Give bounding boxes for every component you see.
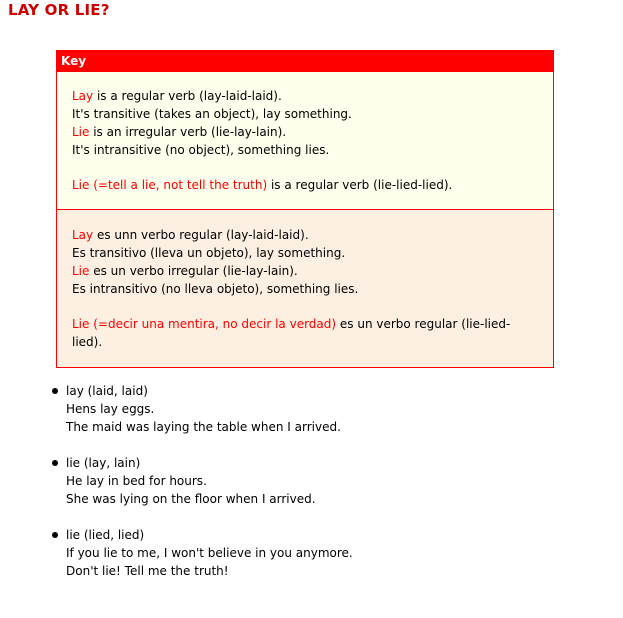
key-en-line-5-text: is a regular verb (lie-lied-lied).: [267, 178, 453, 192]
bullet-icon: [52, 460, 58, 466]
key-header: Key: [57, 51, 553, 71]
example-sentence: He lay in bed for hours.: [66, 474, 207, 488]
examples-list: [50, 382, 570, 598]
example-heading: lay (laid, laid): [66, 384, 148, 398]
term-lie-tell: Lie (=tell a lie, not tell the truth): [72, 178, 268, 192]
list-item: [50, 454, 570, 508]
key-es-line-5: [72, 315, 539, 351]
term-lay-es: Lay: [72, 228, 94, 242]
example-heading: lie (lied, lied): [66, 528, 145, 542]
bullet-icon: [52, 532, 58, 538]
key-en-line-5: [72, 176, 539, 194]
key-es-line-2: Es transitivo (lleva un objeto), lay something.: [72, 246, 346, 260]
bullet-icon: [52, 388, 58, 394]
term-lay: Lay: [72, 89, 94, 103]
list-item: [50, 526, 570, 580]
term-lie: Lie: [72, 125, 90, 139]
list-item: [50, 382, 570, 436]
key-en-line-1: [72, 87, 539, 105]
term-lie-decir: Lie (=decir una mentira, no decir la verdad): [72, 317, 337, 331]
example-heading: lie (lay, lain): [66, 456, 141, 470]
key-es-line-5-text: es un verbo regular (lie-lied-lied).: [72, 317, 511, 349]
key-es-line-3-text: es un verbo irregular (lie-lay-lain).: [89, 264, 298, 278]
example-sentence: Don't lie! Tell me the truth!: [66, 564, 229, 578]
example-sentence: Hens lay eggs.: [66, 402, 155, 416]
key-es-line-1-text: es unn verbo regular (lay-laid-laid).: [93, 228, 309, 242]
key-en-line-4: It's intransitive (no object), something lies.: [72, 143, 330, 157]
example-sentence: If you lie to me, I won't believe in you anymore.: [66, 546, 353, 560]
key-en-line-3: [72, 123, 539, 141]
key-spanish-section: [57, 209, 553, 367]
key-es-line-1: [72, 226, 539, 244]
key-en-line-1-text: is a regular verb (lay-laid-laid).: [93, 89, 282, 103]
key-box: [56, 50, 554, 368]
key-en-line-2: It's transitive (takes an object), lay something.: [72, 107, 352, 121]
page-title: LAY OR LIE?: [8, 1, 110, 19]
example-sentence: She was lying on the floor when I arrived.: [66, 492, 316, 506]
term-lie-es: Lie: [72, 264, 90, 278]
key-english-section: [57, 71, 553, 209]
key-es-line-3: [72, 262, 539, 280]
key-es-line-4: Es intransitivo (no lleva objeto), something lies.: [72, 282, 359, 296]
key-en-line-3-text: is an irregular verb (lie-lay-lain).: [89, 125, 287, 139]
example-sentence: The maid was laying the table when I arrived.: [66, 420, 341, 434]
